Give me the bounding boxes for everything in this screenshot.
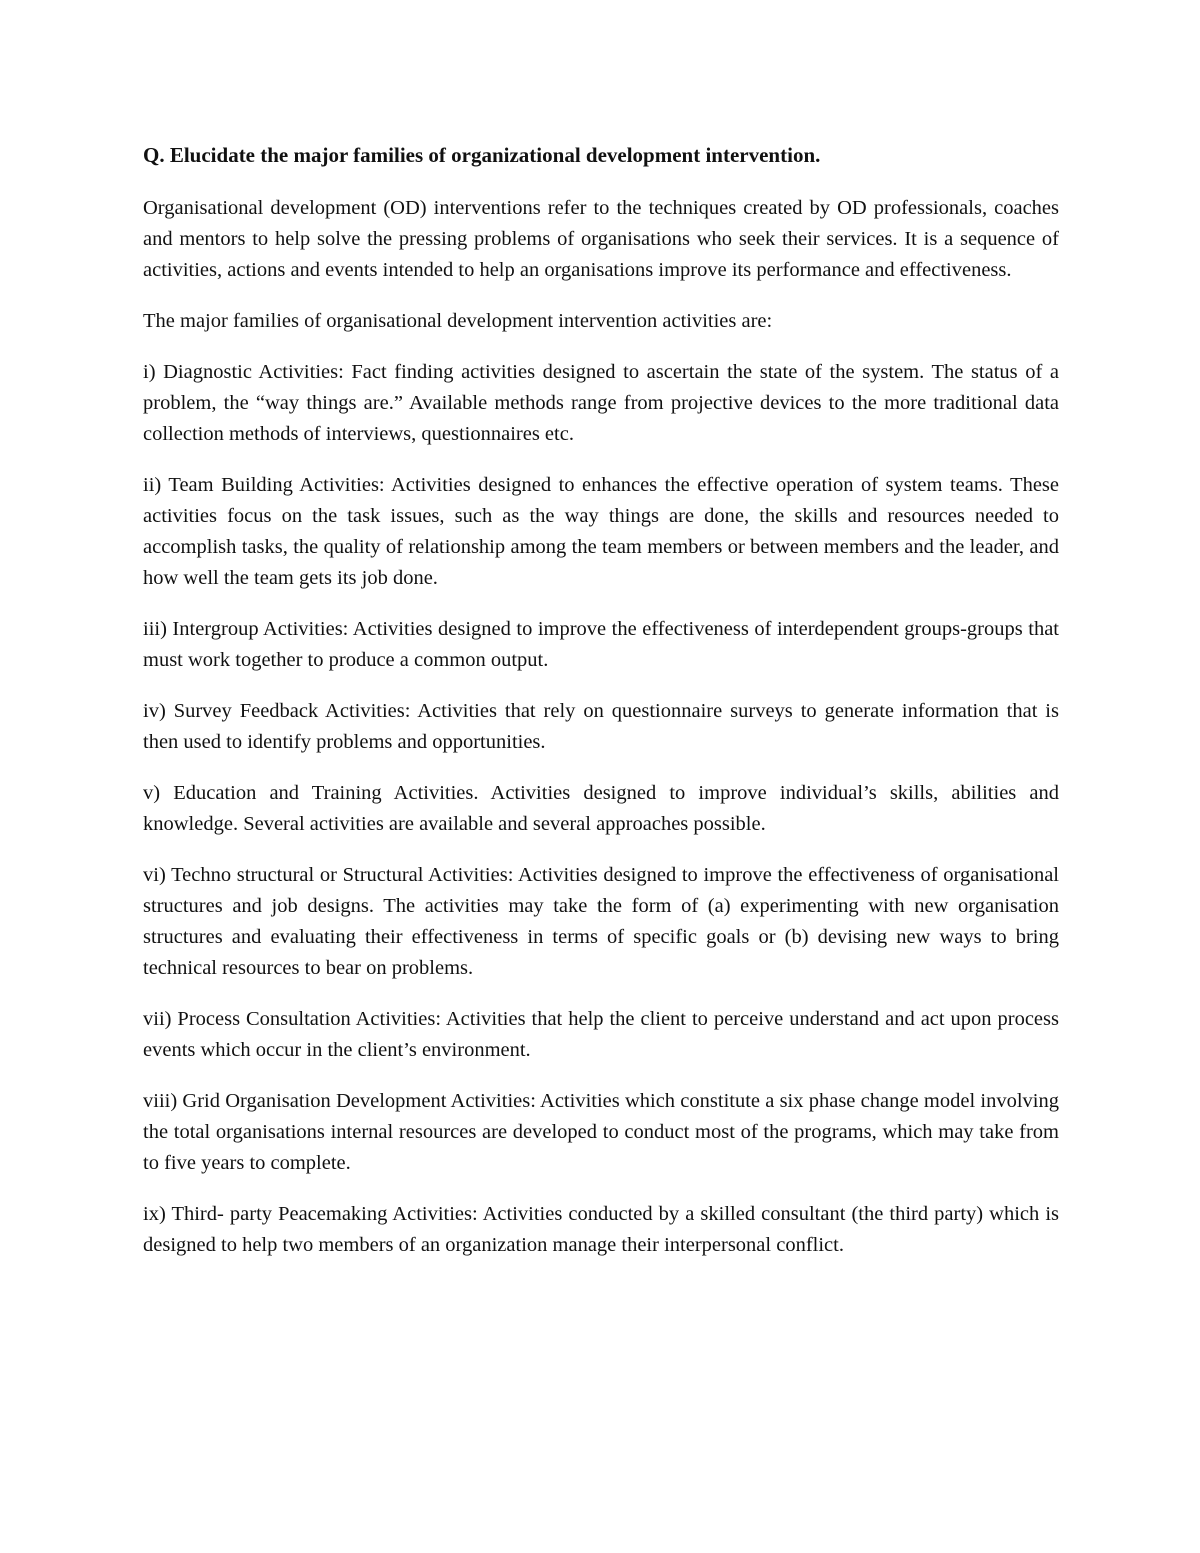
item-education-training: v) Education and Training Activities. Activities designed to improve individual’s skills, abilities and knowledge. Several activities are available and several approaches possible. bbox=[143, 782, 1059, 835]
item-process-consultation: vii) Process Consultation Activities: Activities that help the client to perceive understand and act upon process events which occur in the client’s environment. bbox=[143, 1008, 1059, 1061]
item-team-building: ii) Team Building Activities: Activities designed to enhances the effective operation of system teams. These activities focus on the task issues, such as the way things are done, the skills and resources needed to accomplish tasks, the quality of relationship among the team members or between members and the leader, and how well the team gets its job done. bbox=[143, 474, 1059, 589]
lead-in-paragraph: The major families of organisational development intervention activities are: bbox=[143, 310, 773, 332]
item-diagnostic: i) Diagnostic Activities: Fact finding activities designed to ascertain the state of the system. The status of a problem, the “way things are.” Available methods range from projective devices to the more traditional data collection methods of interviews, questionnaires etc. bbox=[143, 361, 1059, 445]
question-heading: Q. Elucidate the major families of organizational development intervention. bbox=[143, 143, 821, 167]
item-third-party-peacemaking: ix) Third- party Peacemaking Activities: Activities conducted by a skilled consultant (the third party) which is designed to help two members of an organization manage their interpersonal conflict. bbox=[143, 1203, 1059, 1256]
document-body bbox=[143, 140, 1059, 1281]
item-survey-feedback: iv) Survey Feedback Activities: Activities that rely on questionnaire surveys to generate information that is then used to identify problems and opportunities. bbox=[143, 700, 1059, 753]
intro-paragraph: Organisational development (OD) interventions refer to the techniques created by OD professionals, coaches and mentors to help solve the pressing problems of organisations who seek their services. It is a sequence of activities, actions and events intended to help an organisations improve its performance and effectiveness. bbox=[143, 197, 1059, 281]
item-techno-structural: vi) Techno structural or Structural Activities: Activities designed to improve the effectiveness of organisational structures and job designs. The activities may take the form of (a) experimenting with new organisation structures and evaluating their effectiveness in terms of specific goals or (b) devising new ways to bring technical resources to bear on problems. bbox=[143, 864, 1059, 979]
item-intergroup: iii) Intergroup Activities: Activities designed to improve the effectiveness of interdependent groups-groups that must work together to produce a common output. bbox=[143, 618, 1059, 671]
item-grid-od: viii) Grid Organisation Development Activities: Activities which constitute a six phase change model involving the total organisations internal resources are developed to conduct most of the programs, which may take from to five years to complete. bbox=[143, 1090, 1059, 1174]
